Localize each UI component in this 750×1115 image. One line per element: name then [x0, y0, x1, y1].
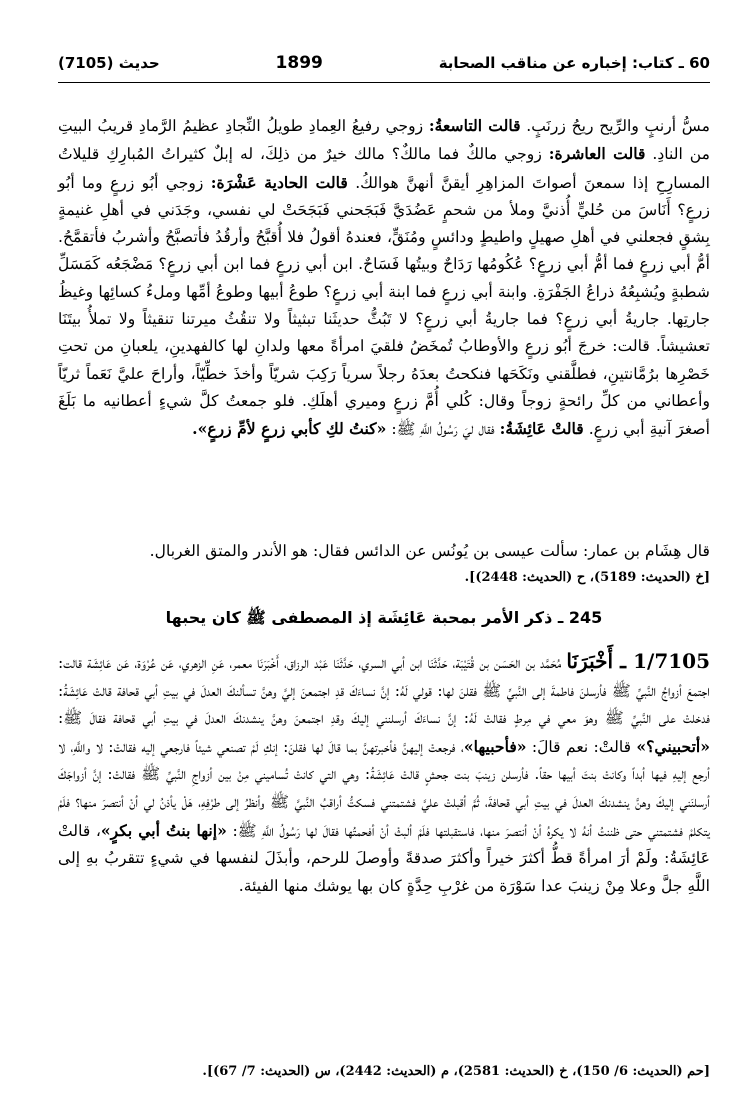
hadith-text-c: ، فرجعتْ إليهنَّ فأخبرتهنَّ بما قالَ لها فقلنَ: إنكِ لَمْ تصنعي شيئاً فارجعي إليه فقالتْ: لا واللَّهِ، لا أرجع إليهِ فيها أبداً وكانتْ بنتَ أبيها حقاً. فأرسلن زينبَ بنت جحشٍ قالتْ عَائِشَةُ: وهي التي كانتْ تُساميني مِنْ بين أزواجِ النَّبيِّ ﷺ فقالتْ: إنَّ أزواجَكَ أرسلنَني إليكَ وهنَّ ينشدنكَ العدلَ في بيتِ أبي قحافةَ، ثُمَّ أقبلتْ عليَّ فشتمتني فسكتُّ أراقبُ النَّبيَّ ﷺ وأنظرُ إلى طرْفِهِ، هَلْ يأذنُ لي أنْ أنتصرَ منها؟ فلَمْ يتكلمْ فشتمتني حتى ظننتُ أنهُ لا يكرهُ أنْ أنتصرَ منها، فاستقبلتها فلَمْ ألبثْ أنْ أفحمتُها فقالَ لها رَسُولُ اللَّهِ ﷺ:: [58, 737, 710, 840]
hadith-text-a: مُحَمَّد بن الحَسَن بن قُتَيْبَة، حَدَّثَنَا ابن أبي السري، حَدَّثَنَا عَبْد الرزاق، أَخْبَرَنَا معمر، عَنِ الزهري، عَن عُرْوَة، عَن عَائِشَة قالت: اجتمعَ أزواجُ النَّبيِّ ﷺ فأرسلنَ فاطمةَ إلى النَّبيِّ ﷺ فقلنَ لها: قولي لَهُ: إنَّ نساءَكَ قدِ اجتمعنَ إليَّ وهنَّ تسألنكَ العدلَ في بيتِ أبي قحافة قالتْ عَائِشَةُ: فدخلتْ على النَّبيِّ ﷺ وهوَ معي في مِرطٍ فقالتْ لَهُ: إنَّ نساءَكَ أرسلنني إليكَ وقدِ اجتمعنَ وهنَّ ينشدنكَ العدلَ في بيتِ أبي قحافة فقالَ ﷺ:: [58, 654, 710, 728]
story-paragraph: [58, 112, 710, 444]
hadith-quote-1: «أتحبيني؟»: [636, 736, 710, 756]
speaker-tenth: قالت العاشرة:: [548, 144, 646, 164]
story-text-c: زوجي مالكٌ فما مالكٌ؟ مالك خيرٌ من ذلِكَ، له إبلٌ كثيراتُ المُبارِكِ قليلاتُ المسارِحِ إذا سمعنَ أصواتَ المزاهِرِ أيقنَّ أنهنَّ هوالكُ.: [58, 145, 710, 192]
story-text-e: فقال ليَ رَسُولُ اللَّهِ ﷺ:: [386, 420, 500, 439]
hadith-quote-3: «إنها بنتُ أبي بكرٍ»: [100, 820, 227, 840]
hadith-paragraph: 1/7105 ـ أَخْبَرَنَا مُحَمَّد بن الحَسَن بن قُتَيْبَة، حَدَّثَنَا ابن أبي السري، حَدَّثَنَا عَبْد الرزاق، أَخْبَرَنَا معمر، عَنِ الزهري، عَن عُرْوَة، عَن عَائِشَة قالت: اجتمعَ أزواجُ النَّبيِّ ﷺ فأرسلنَ فاطمةَ إلى النَّبيِّ ﷺ فقلنَ لها: قولي لَهُ: إنَّ نساءَكَ قدِ اجتمعنَ إليَّ وهنَّ تسألنكَ العدلَ في بيتِ أبي قحافة قالتْ عَائِشَةُ: فدخلتْ على النَّبيِّ ﷺ وهوَ معي في مِرطٍ فقالتْ لَهُ: إنَّ نساءَكَ أرسلنني إليكَ وقدِ اجتمعنَ وهنَّ ينشدنكَ العدلَ في بيتِ أبي قحافة فقالَ ﷺ: «أتحبيني؟» قالتْ: نعم قالَ: «فأحبيها»، فرجعتْ إليهنَّ فأخبرتهنَّ بما قالَ لها فقلنَ: إنكِ لَمْ تصنعي شيئاً فارجعي إليه فقالتْ: لا واللَّهِ، لا أرجع إليهِ فيها أبداً وكانتْ بنتَ أبيها حقاً. فأرسلن زينبَ بنت جحشٍ قالتْ عَائِشَةُ: وهي التي كانتْ تُساميني مِنْ بين أزواجِ النَّبيِّ ﷺ فقالتْ: إنَّ أزواجَكَ أرسلنَني إليكَ وهنَّ ينشدنكَ العدلَ في بيتِ أبي قحافةَ، ثُمَّ أقبلتْ عليَّ فشتمتني فسكتُّ أراقبُ النَّبيَّ ﷺ وأنظرُ إلى طرْفِهِ، هَلْ يأذنُ لي أنْ أنتصرَ منها؟ فلَمْ يتكلمْ فشتمتني حتى ظننتُ أنهُ لا يكرهُ أنْ أنتصرَ منها، فاستقبلتها فلَمْ ألبثْ أنْ أفحمتُها فقالَ لها رَسُولُ اللَّهِ ﷺ: «إنها بنتُ أبي بكرٍ»، قالتْ عَائِشَةُ: ولَمْ أرَ امرأةً قطُّ أكثرَ خيراً وأكثرَ صدقةً وأوصلَ للرحم، وأبذَلَ لنفسها في شيءٍ تتقربُ بهِ إلى اللَّهِ جلَّ وعلا مِنْ زينبَ عدا سَوْرَة من غرْبِ حِدَّةٍ كان بها يوشك منها الفيئة.: [58, 649, 710, 895]
story-text-b: زوجي رفيعُ العِمادِ طويلُ النِّجادِ عظيمُ الرَّمادِ قريبُ البيتِ من النادِ.: [58, 117, 710, 164]
header-hadith-ref: حديث (7105): [58, 54, 160, 72]
story-text-d: زوجي أبُو زرعٍ وما أبُو زرعٍ؟ أَنَاسَ من حُليٍّ أُذنيَّ وملأ من شحمٍ عَضُدَيَّ فَبَجَحني فَبَجَحَتْ لي نفسي، وجَدَني في أهلِ غنيمةٍ بِشقٍ فجعلني في أهلِ صهيلٍ واطيطٍ ودائسٍ ومُنَقٍّ، فعندهُ أقولُ فلا أُقبَّحُ وأرقُدُ فأتصبَّحُ وأشربُ فأتقمَّحُ. أمُّ أبي زرعٍ فما أمُّ أبي زرعٍ؟ عُكُومُها رَدَاحٌ وبيتُها فَسَاحٌ. ابن أبي زرعٍ فما ابن أبي زرعٍ؟ مَضْجَعُه كَمَسَلِّ شطبةٍ ويُشبِعُهُ ذراعُ الجَفْرَةِ. وابنة أبي زرعٍ فما ابنة أبي زرعٍ؟ طوعُ أبيها وطوعُ أمِّها وملءُ كسائِها وغيظُ جارتِها. جاريةُ أبي زرعٍ؟ فما جاريةُ أبي زرعٍ؟ لا تَبُثُّ حديثَنا تبثيثاً ولا تنقُثُ ميرتنا تنقيثاً ولا تملأُ بيتَنَا تعشيشاً. قالت: خرجَ أبُو زرعٍ والأوطابُ تُمخَضُ فلقيَ امرأةً معها ولدانِ لها كالفهدينِ، يلعبانِ من تحتِ خَصْرِها برُمَّانتينِ، فطلَّقني ونَكَحَها فنكحتُ بعدَهُ رجلاً سرياً رَكِبَ شريّاً وأخذَ خطِّيّاً، وأراحَ عليَّ نَعَماً ثريّاً وأعطاني من كلِّ رائحةٍ زوجاً وقال: كُلي أُمَّ زرعٍ وميري أهلَكِ. فلو جمعتُ كلَّ شيءٍ أعطانيه ما بَلَغَ أصغرَ آنيةِ أبي زرعٍ.: [58, 173, 710, 439]
hadith-reference: [حم (الحديث: 6/ 150)، خ (الحديث: 2581)، م (الحديث: 2442)، س (الحديث: 7/ 67)].: [202, 1064, 710, 1079]
story-text-a: مسُّ أرنبٍ والرِّيح ريحُ زرنَبٍ.: [520, 117, 710, 135]
header-divider: [58, 82, 710, 83]
page-header: [58, 46, 710, 80]
note-reference: [خ (الحديث: 5189)، ح (الحديث: 2448)].: [464, 570, 710, 585]
narrator-note: قال هِشَام بن عمار: سألت عيسى بن يُونُس عن الدائس فقال: هو الأندر والمتق الغربال.: [149, 542, 710, 560]
hadith-lead: أَخْبَرَنَا: [566, 649, 614, 673]
hadith-text-b: قالتْ: نعم قالَ:: [526, 737, 637, 756]
speaker-ninth: قالت التاسعةُ:: [428, 116, 521, 135]
chapter-heading: 60 ـ كتاب: إخباره عن مناقب الصحابة: [438, 54, 710, 72]
hadith-quote-2: «فأحبيها»: [463, 736, 527, 756]
hadith-text-d: ، قالتْ عَائِشَةُ: ولَمْ أرَ امرأةً قطُّ أكثرَ خيراً وأكثرَ صدقةً وأوصلَ للرحم، وأبذَلَ لنفسها في شيءٍ تتقربُ بهِ إلى اللَّهِ جلَّ وعلا مِنْ زينبَ عدا سَوْرَة من غرْبِ حِدَّةٍ كان بها يوشك منها الفيئة.: [58, 821, 710, 895]
speaker-eleventh: قالت الحادية عَشْرَة:: [210, 172, 348, 192]
speaker-aisha: قالتْ عَائِشَةُ:: [499, 419, 584, 439]
hadith-number: 1/7105: [633, 649, 710, 673]
page-number: 1899: [275, 53, 323, 73]
prophet-quote: «كنتُ لكِ كأبي زرعٍ لأمِّ زرعٍ».: [192, 419, 387, 439]
section-title: 245 ـ ذكر الأمر بمحبة عَائِشَة إذ المصطفى ﷺ كان يحبها: [165, 608, 603, 627]
